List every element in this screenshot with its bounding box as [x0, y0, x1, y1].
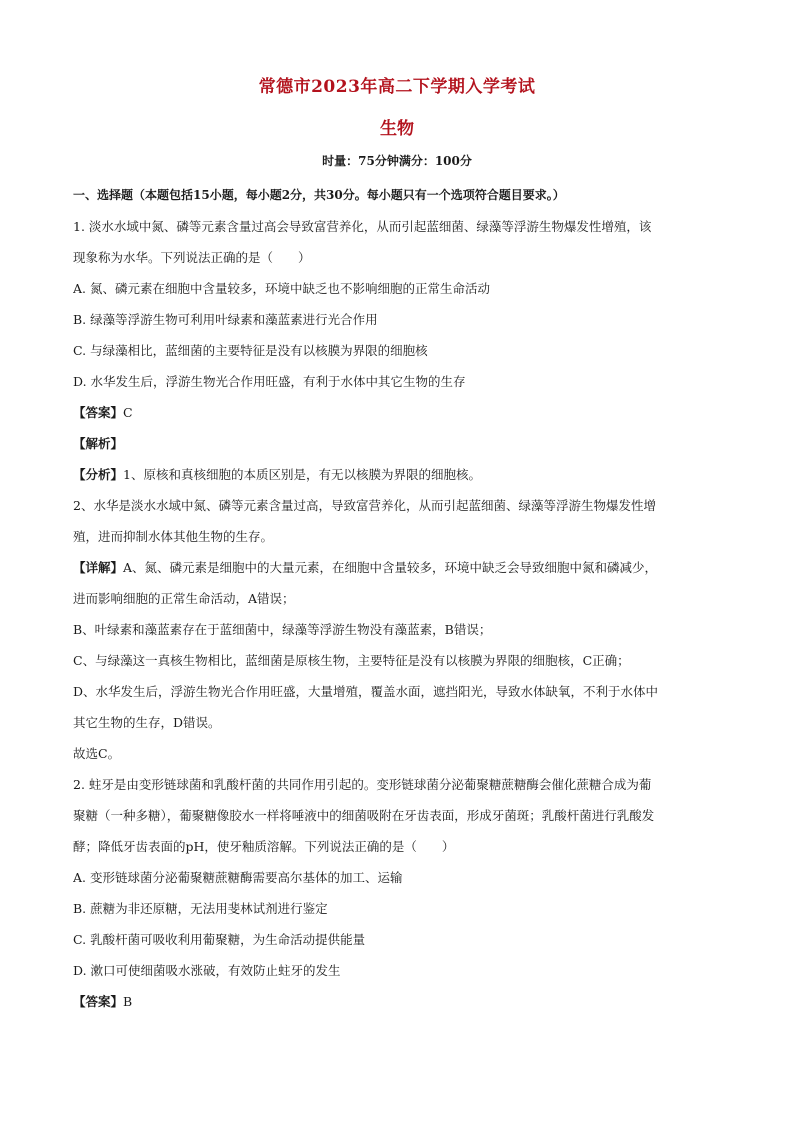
question-1-xiangjie-text: D、水华发生后，浮游生物光合作用旺盛，大量增殖，覆盖水面，遮挡阳光，导致水体缺氧，不利于水体中: [73, 684, 659, 699]
question-1-fenxi-text: 2、水华是淡水水域中氮、磷等元素含量过高，导致富营养化，从而引起蓝细菌、绿藻等浮游生物爆发性增: [73, 498, 656, 513]
question-1-option-a: A. 氮、磷元素在细胞中含量较多，环境中缺乏也不影响细胞的正常生命活动: [73, 281, 490, 296]
fenxi-text: 1、原核和真核细胞的本质区别是，有无以核膜为界限的细胞核。: [123, 467, 481, 482]
question-1-conclusion: 故选C。: [73, 746, 121, 761]
question-1-xiangjie-text: C、与绿藻这一真核生物相比，蓝细菌是原核生物，主要特征是没有以核膜为界限的细胞核，C正确；: [73, 653, 630, 668]
question-2-option-c: C. 乳酸杆菌可吸收利用葡聚糖，为生命活动提供能量: [73, 932, 366, 947]
question-1-option-d: D. 水华发生后，浮游生物光合作用旺盛，有利于水体中其它生物的生存: [73, 374, 466, 389]
question-1-option-c: C. 与绿藻相比，蓝细菌的主要特征是没有以核膜为界限的细胞核: [73, 343, 428, 358]
answer-tag: 【答案】: [73, 994, 124, 1009]
question-1-stem: 现象称为水华。下列说法正确的是（ ）: [73, 250, 311, 265]
question-1-xiangjie-text: B、叶绿素和藻蓝素存在于蓝细菌中，绿藻等浮游生物没有藻蓝素，B错误；: [73, 622, 492, 637]
question-1-fenxi-text: 殖，进而抑制水体其他生物的生存。: [73, 529, 274, 544]
exam-body: [73, 180, 723, 1017]
exam-title: 常德市2023年高二下学期入学考试: [258, 77, 536, 97]
question-1-answer: [73, 397, 723, 428]
question-2-option-a: A. 变形链球菌分泌葡聚糖蔗糖酶需要高尔基体的加工、运输: [73, 870, 403, 885]
answer-value: B: [123, 994, 133, 1009]
answer-value: C: [123, 405, 133, 420]
question-2-stem: 聚糖（一种多糖），葡聚糖像胶水一样将唾液中的细菌吸附在牙齿表面，形成牙菌斑；乳酸杆菌进行乳酸发: [73, 808, 655, 823]
exam-info: 时量：75分钟满分：100分: [322, 154, 472, 168]
question-2-stem: 酵；降低牙齿表面的pH，使牙釉质溶解。下列说法正确的是（ ）: [73, 839, 455, 854]
question-1-option-b: B. 绿藻等浮游生物可利用叶绿素和藻蓝素进行光合作用: [73, 312, 378, 327]
question-1-stem: 1. 淡水水域中氮、磷等元素含量过高会导致富营养化，从而引起蓝细菌、绿藻等浮游生物爆发性增殖，该: [73, 219, 652, 234]
answer-tag: 【答案】: [73, 405, 124, 420]
analysis-tag: 【解析】: [73, 436, 124, 451]
xiangjie-tag: 【详解】: [73, 560, 124, 575]
question-1-xiangjie-text: 进而影响细胞的正常生命活动，A错误；: [73, 591, 295, 606]
question-1-fenxi: [73, 459, 723, 490]
question-2-option-d: D. 漱口可使细菌吸水涨破，有效防止蛀牙的发生: [73, 963, 341, 978]
xiangjie-text: A、氮、磷元素是细胞中的大量元素，在细胞中含量较多，环境中缺乏会导致细胞中氮和磷减少，: [123, 560, 658, 575]
subject-title: 生物: [380, 119, 414, 139]
section-heading: 一、选择题（本题包括15小题，每小题2分，共30分。每小题只有一个选项符合题目要求。）: [73, 188, 565, 202]
question-2-option-b: B. 蔗糖为非还原糖，无法用斐林试剂进行鉴定: [73, 901, 328, 916]
question-1-xiangjie-text: 其它生物的生存，D错误。: [73, 715, 221, 730]
question-1-xiangjie: [73, 552, 723, 583]
question-2-answer: [73, 986, 723, 1017]
fenxi-tag: 【分析】: [73, 467, 124, 482]
question-2-stem: 2. 蛀牙是由变形链球菌和乳酸杆菌的共同作用引起的。变形链球菌分泌葡聚糖蔗糖酶会催化蔗糖合成为葡: [73, 777, 652, 792]
question-1-analysis-tag: [73, 428, 723, 459]
